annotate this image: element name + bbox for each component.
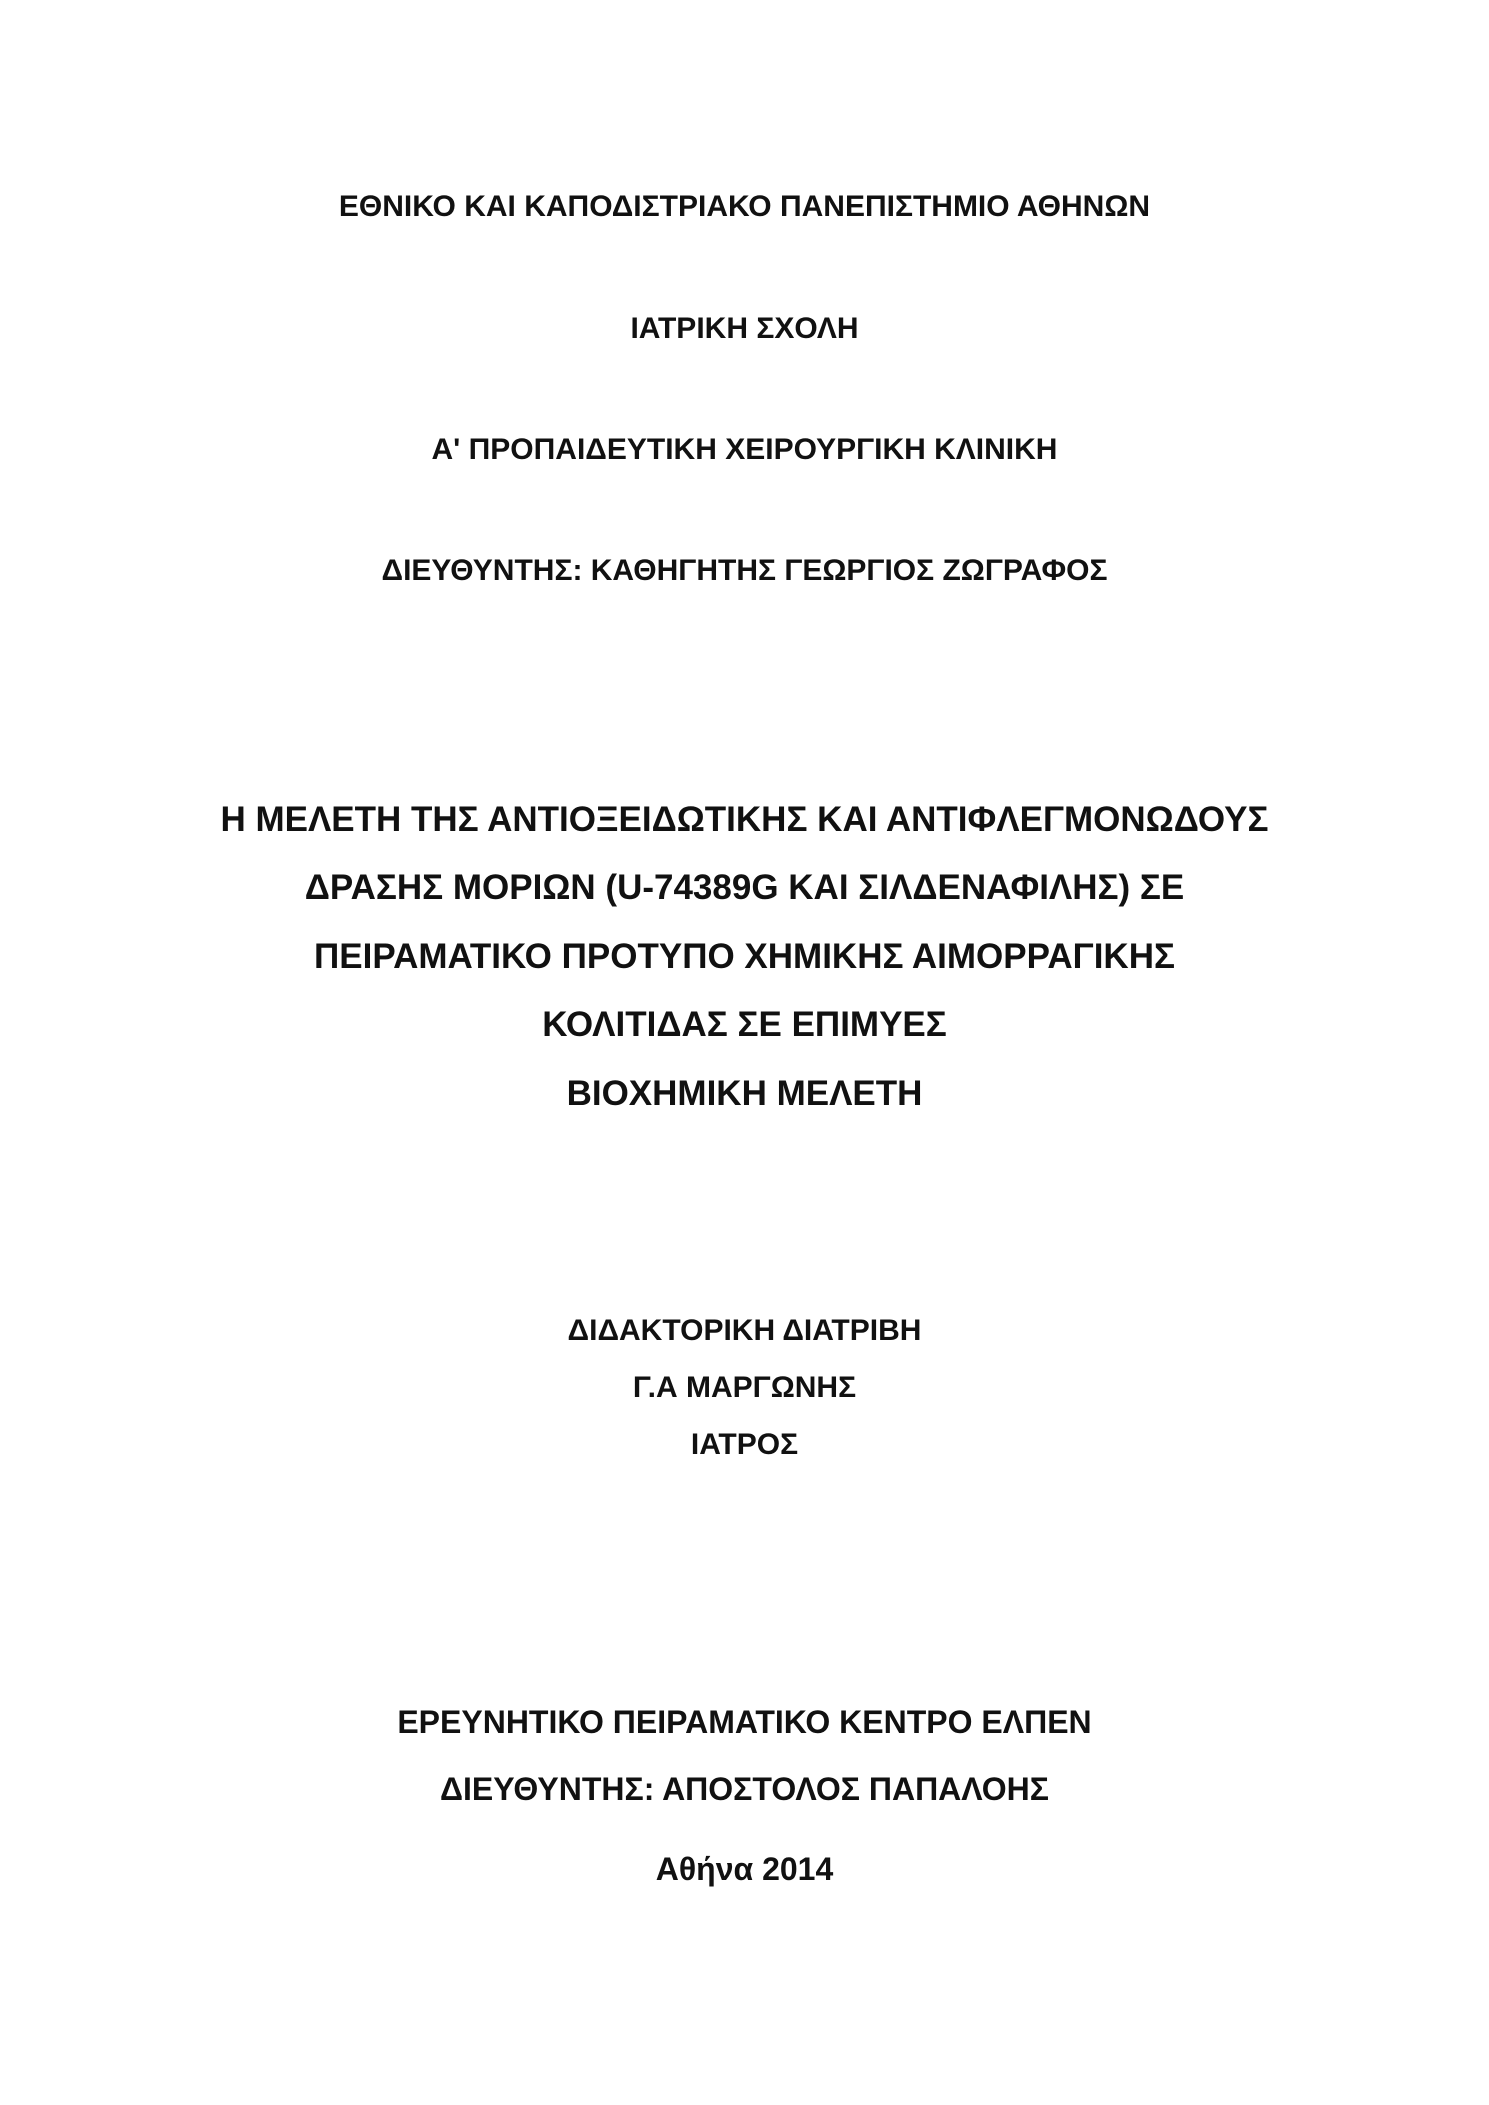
clinic-director: ΔΙΕΥΘΥΝΤΗΣ: ΚΑΘΗΓΗΤΗΣ ΓΕΩΡΓΙΟΣ ΖΩΓΡΑΦΟΣ [381, 554, 1108, 587]
author-name: Γ.Α ΜΑΡΓΩΝΗΣ [632, 1371, 857, 1404]
author-profession: ΙΑΤΡΟΣ [690, 1428, 799, 1461]
thesis-title-line-1: Η ΜΕΛΕΤΗ ΤΗΣ ΑΝΤΙΟΞΕΙΔΩΤΙΚΗΣ ΚΑΙ ΑΝΤΙΦΛΕΓΜΟΝΩΔΟΥΣ [220, 800, 1269, 839]
thesis-title-line-4: ΚΟΛΙΤΙΔΑΣ ΣΕ ΕΠΙΜΥΕΣ [542, 1005, 947, 1044]
place-and-year: Αθήνα 2014 [655, 1851, 834, 1887]
university-name: ΕΘΝΙΚΟ ΚΑΙ ΚΑΠΟΔΙΣΤΡΙΑΚΟ ΠΑΝΕΠΙΣΤΗΜΙΟ ΑΘΗΝΩΝ [338, 190, 1151, 223]
thesis-subtitle: ΒΙΟΧΗΜΙΚΗ ΜΕΛΕΤΗ [566, 1074, 923, 1113]
school-name: ΙΑΤΡΙΚΗ ΣΧΟΛΗ [630, 312, 859, 345]
thesis-title-line-3: ΠΕΙΡΑΜΑΤΙΚΟ ΠΡΟΤΥΠΟ ΧΗΜΙΚΗΣ ΑΙΜΟΡΡΑΓΙΚΗΣ [314, 937, 1175, 976]
research-center: ΕΡΕΥΝΗΤΙΚΟ ΠΕΙΡΑΜΑΤΙΚΟ ΚΕΝΤΡΟ ΕΛΠΕΝ [397, 1704, 1092, 1740]
clinic-name: Α' ΠΡΟΠΑΙΔΕΥΤΙΚΗ ΧΕΙΡΟΥΡΓΙΚΗ ΚΛΙΝΙΚΗ [431, 433, 1058, 466]
thesis-title-line-2: ΔΡΑΣΗΣ ΜΟΡΙΩΝ (U-74389G ΚΑΙ ΣΙΛΔΕΝΑΦΙΛΗΣ) ΣΕ [304, 868, 1185, 907]
research-center-director: ΔΙΕΥΘΥΝΤΗΣ: ΑΠΟΣΤΟΛΟΣ ΠΑΠΑΛΟΗΣ [440, 1771, 1049, 1807]
document-type: ΔΙΔΑΚΤΟΡΙΚΗ ΔΙΑΤΡΙΒΗ [567, 1314, 922, 1347]
